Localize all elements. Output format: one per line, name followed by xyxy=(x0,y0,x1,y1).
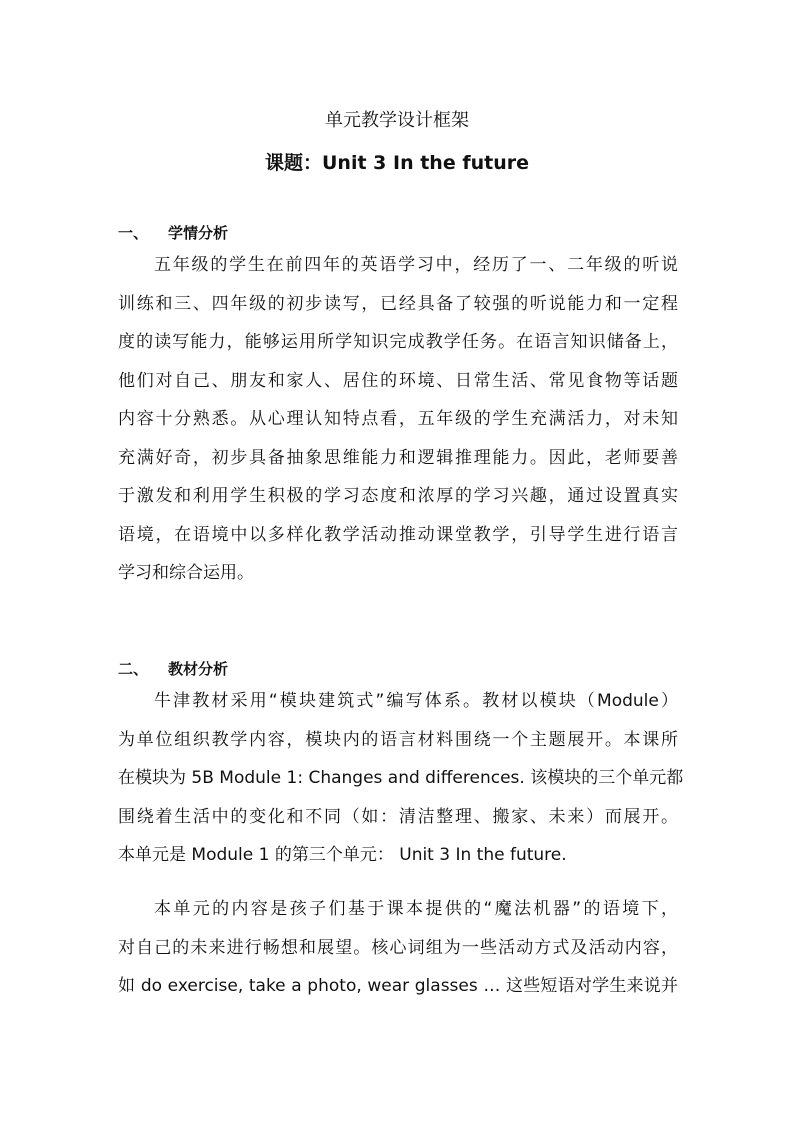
paragraph-student-analysis xyxy=(118,246,678,593)
paragraph-line: 充满好奇，初步具备抽象思维能力和逻辑推理能力。因此，老师要善 xyxy=(118,447,678,468)
paragraph-line: 为单位组织教学内容，模块内的语言材料围绕一个主题展开。本课所 xyxy=(118,729,678,750)
paragraph-line: 本单元是 Module 1 的第三个单元： Unit 3 In the future. xyxy=(118,845,567,865)
paragraph-line: 五年级的学生在前四年的英语学习中，经历了一、二年级的听说 xyxy=(154,255,678,275)
paragraph-line: 训练和三、四年级的初步读写，已经具备了较强的听说能力和一定程 xyxy=(118,293,678,314)
paragraph-line: 学习和综合运用。 xyxy=(118,563,254,583)
section-number: 一、 xyxy=(118,224,149,242)
paragraph-unit-content xyxy=(118,890,678,1006)
paragraph-line: 如 do exercise, take a photo, wear glasses … 这些短语对学生来说并 xyxy=(118,976,678,996)
paragraph-textbook-analysis xyxy=(118,682,684,875)
paragraph-line: 围绕着生活中的变化和不同（如：清洁整理、搬家、未来）而展开。 xyxy=(118,806,678,827)
paragraph-line: 牛津教材采用“模块建筑式”编写体系。教材以模块（Module） xyxy=(154,691,678,711)
paragraph-line: 内容十分熟悉。从心理认知特点看，五年级的学生充满活力，对未知 xyxy=(118,409,678,429)
paragraph-line: 对自己的未来进行畅想和展望。核心词组为一些活动方式及活动内容， xyxy=(118,937,678,958)
paragraph-line: 度的读写能力，能够运用所学知识完成教学任务。在语言知识储备上， xyxy=(118,332,678,352)
section-heading-textbook-analysis xyxy=(118,658,228,679)
section-heading-student-analysis xyxy=(118,222,228,243)
section-number: 二、 xyxy=(118,660,149,678)
section-title: 教材分析 xyxy=(168,660,229,678)
paragraph-line: 在模块为 5B Module 1: Changes and differences. 该模块的三个单元都 xyxy=(118,768,684,788)
paragraph-line: 本单元的内容是孩子们基于课本提供的“魔法机器”的语境下， xyxy=(154,899,678,919)
document-title: 单元教学设计框架 xyxy=(325,110,469,131)
section-title: 学情分析 xyxy=(168,224,229,242)
document-subtitle: 课题：Unit 3 In the future xyxy=(265,152,529,174)
paragraph-line: 语境，在语境中以多样化教学活动推动课堂教学，引导学生进行语言 xyxy=(118,524,678,545)
paragraph-line: 于激发和利用学生积极的学习态度和浓厚的学习兴趣，通过设置真实 xyxy=(118,486,678,506)
paragraph-line: 他们对自己、朋友和家人、居住的环境、日常生活、常见食物等话题 xyxy=(118,370,678,391)
